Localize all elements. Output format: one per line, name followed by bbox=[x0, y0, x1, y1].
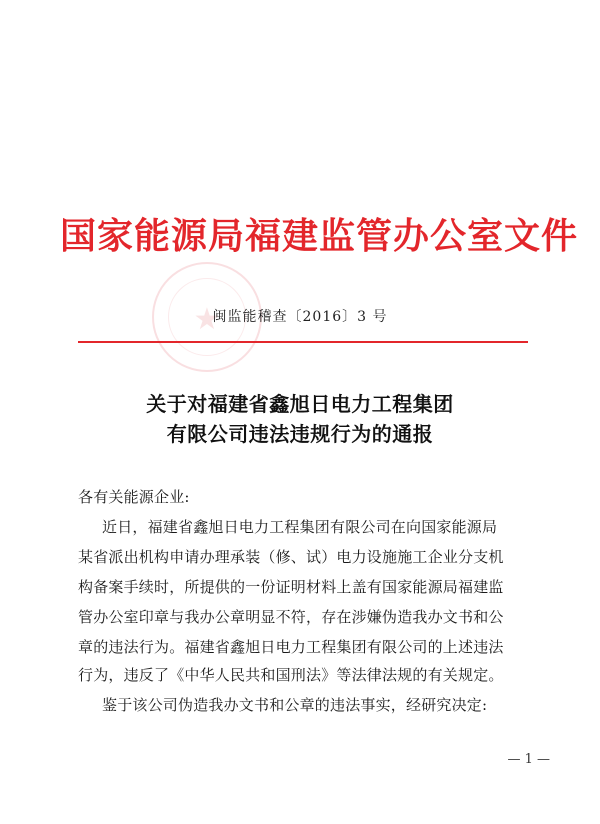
body-line: 管办公室印章与我办公章明显不符，存在涉嫌伪造我办文书和公 bbox=[78, 608, 504, 626]
red-divider-line bbox=[78, 341, 528, 343]
body-line: 行为，违反了《中华人民共和国刑法》等法律法规的有关规定。 bbox=[78, 666, 504, 684]
body-line: 构备案手续时，所提供的一份证明材料上盖有国家能源局福建监 bbox=[78, 578, 504, 596]
salutation: 各有关能源企业: bbox=[78, 488, 190, 506]
document-header-title: 国家能源局福建监管办公室文件 bbox=[60, 215, 579, 257]
body-line: 某省派出机构申请办理承装（修、试）电力设施施工企业分支机 bbox=[78, 548, 504, 566]
page-number: — 1 — bbox=[507, 752, 550, 767]
notice-title-line-2: 有限公司违法违规行为的通报 bbox=[166, 422, 434, 446]
document-number: 闽监能稽查〔2016〕3 号 bbox=[212, 309, 388, 325]
body-line: 鉴于该公司伪造我办文书和公章的违法事实，经研究决定: bbox=[102, 696, 488, 714]
notice-title-line-1: 关于对福建省鑫旭日电力工程集团 bbox=[146, 392, 454, 416]
body-line: 近日，福建省鑫旭日电力工程集团有限公司在向国家能源局 bbox=[102, 518, 498, 536]
seal-star-icon: ★ bbox=[193, 302, 221, 337]
body-line: 章的违法行为。福建省鑫旭日电力工程集团有限公司的上述违法 bbox=[78, 638, 504, 656]
